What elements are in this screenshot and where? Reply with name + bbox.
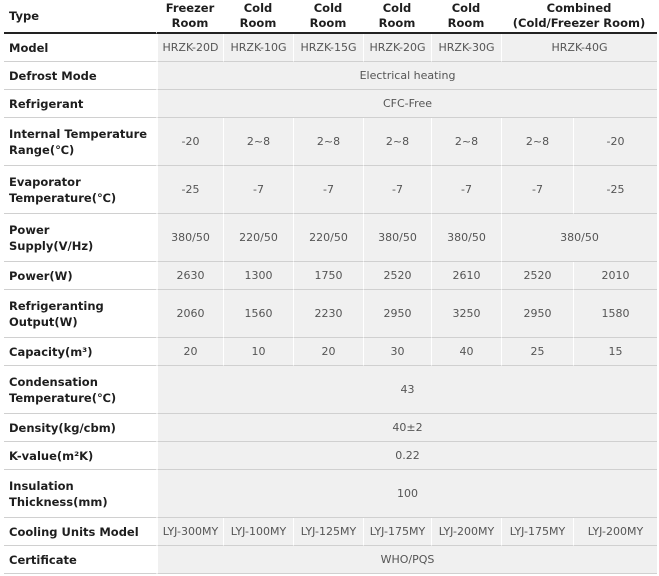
cell: LYJ-175MY (501, 518, 573, 546)
cell: -7 (293, 166, 363, 214)
header-col-2: Cold Room (223, 0, 293, 34)
row-defrost (4, 62, 657, 90)
cell: 380/50 (431, 214, 501, 262)
cell: 3250 (431, 290, 501, 338)
cell: -7 (501, 166, 573, 214)
row-label: Insulation Thickness(mm) (4, 470, 157, 518)
cell: 2610 (431, 262, 501, 290)
row-refrigerating-output (4, 290, 657, 338)
cell: HRZK-20G (363, 34, 431, 62)
row-label: Power(W) (4, 262, 157, 290)
cell: 2060 (157, 290, 223, 338)
row-power-supply (4, 214, 657, 262)
cell: 2950 (363, 290, 431, 338)
row-internal-temp (4, 118, 657, 166)
cell: LYJ-100MY (223, 518, 293, 546)
row-condensation-temp (4, 366, 657, 414)
row-refrigerant (4, 90, 657, 118)
cell: 2~8 (223, 118, 293, 166)
cell: -7 (431, 166, 501, 214)
cell: HRZK-15G (293, 34, 363, 62)
cell: LYJ-200MY (431, 518, 501, 546)
cell: 1580 (573, 290, 657, 338)
row-label: Evaporator Temperature(℃) (4, 166, 157, 214)
cell: 10 (223, 338, 293, 366)
cell: HRZK-30G (431, 34, 501, 62)
cell: 43 (157, 366, 657, 414)
row-label: Refrigerant (4, 90, 157, 118)
row-label: Power Supply(V/Hz) (4, 214, 157, 262)
header-col-4: Cold Room (363, 0, 431, 34)
header-type-label: Type (4, 0, 157, 34)
cell: 380/50 (363, 214, 431, 262)
cell: 2230 (293, 290, 363, 338)
cell: LYJ-175MY (363, 518, 431, 546)
row-density (4, 414, 657, 442)
row-cooling-units (4, 518, 657, 546)
cell: LYJ-125MY (293, 518, 363, 546)
cell: 2520 (363, 262, 431, 290)
cell: HRZK-20D (157, 34, 223, 62)
cell: HRZK-40G (501, 34, 657, 62)
cell: 1560 (223, 290, 293, 338)
cell: 25 (501, 338, 573, 366)
row-label: K-value(m²K) (4, 442, 157, 470)
cell: CFC-Free (157, 90, 657, 118)
row-k-value (4, 442, 657, 470)
row-label: Capacity(m³) (4, 338, 157, 366)
cell: 220/50 (293, 214, 363, 262)
cell: 0.22 (157, 442, 657, 470)
row-insulation (4, 470, 657, 518)
cell: 2630 (157, 262, 223, 290)
cell: 220/50 (223, 214, 293, 262)
row-capacity (4, 338, 657, 366)
cell: 2520 (501, 262, 573, 290)
row-label: Cooling Units Model (4, 518, 157, 546)
header-row (4, 0, 657, 34)
cell: 20 (157, 338, 223, 366)
cell: 100 (157, 470, 657, 518)
cell: 40±2 (157, 414, 657, 442)
header-col-5: Cold Room (431, 0, 501, 34)
row-label: Condensation Temperature(℃) (4, 366, 157, 414)
cell: 2~8 (293, 118, 363, 166)
spec-table (4, 0, 657, 574)
cell: 1750 (293, 262, 363, 290)
cell: 380/50 (501, 214, 657, 262)
cell: 2~8 (363, 118, 431, 166)
cell: -25 (157, 166, 223, 214)
row-model (4, 34, 657, 62)
cell: 380/50 (157, 214, 223, 262)
row-label: Density(kg/cbm) (4, 414, 157, 442)
row-certificate (4, 546, 657, 574)
cell: 2~8 (431, 118, 501, 166)
cell: -7 (223, 166, 293, 214)
cell: 1300 (223, 262, 293, 290)
cell: -20 (573, 118, 657, 166)
cell: -25 (573, 166, 657, 214)
cell: -20 (157, 118, 223, 166)
header-col-6: Combined (Cold/Freezer Room) (501, 0, 657, 34)
cell: LYJ-200MY (573, 518, 657, 546)
cell: 40 (431, 338, 501, 366)
row-label: Refrigeranting Output(W) (4, 290, 157, 338)
cell: 2~8 (501, 118, 573, 166)
cell: WHO/PQS (157, 546, 657, 574)
header-col-3: Cold Room (293, 0, 363, 34)
cell: -7 (363, 166, 431, 214)
cell: LYJ-300MY (157, 518, 223, 546)
row-label: Defrost Mode (4, 62, 157, 90)
cell: 20 (293, 338, 363, 366)
cell: 2950 (501, 290, 573, 338)
cell: 15 (573, 338, 657, 366)
cell: 30 (363, 338, 431, 366)
row-label: Internal Temperature Range(℃) (4, 118, 157, 166)
cell: HRZK-10G (223, 34, 293, 62)
header-col-1: Freezer Room (157, 0, 223, 34)
row-label: Certificate (4, 546, 157, 574)
row-label: Model (4, 34, 157, 62)
row-evaporator-temp (4, 166, 657, 214)
row-power (4, 262, 657, 290)
cell: 2010 (573, 262, 657, 290)
cell: Electrical heating (157, 62, 657, 90)
